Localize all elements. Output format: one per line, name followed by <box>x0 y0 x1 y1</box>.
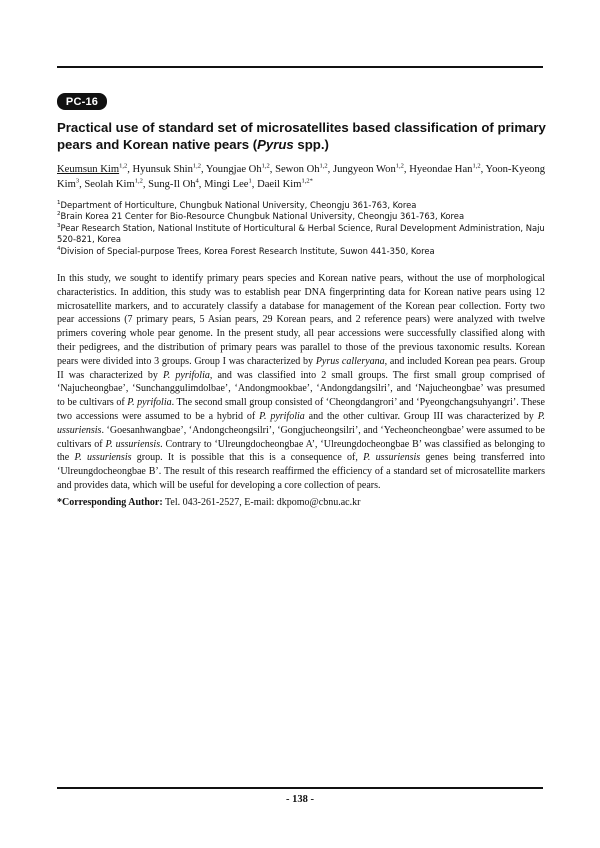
author <box>57 164 127 175</box>
affiliation-number: 2 <box>57 211 61 218</box>
author <box>275 164 328 175</box>
abstract-text: genes being transferred into ‘Ulreungdocheongbae B’. The result of this research reaffirmed the efficiency of a standard set of microsatellite markers and provides data, which will be useful for developing a core collection of pears. <box>57 452 545 491</box>
author-affiliation-mark: 1,2* <box>301 177 313 185</box>
author <box>133 164 201 175</box>
species-name: P. ussuriensis <box>363 452 421 464</box>
abstract-text: In this study, we sought to identify primary pears species and Korean native pears, without the use of morphological characteristics. In addition, this study was to establish pear DNA fingerprinting data for Korean native pears using 12 microsatellite markers, and to accurately classify a database for management of the Korean pear collection. Forty two pear accessions (7 primary pears, 5 Asian pears, 29 Korean pears, and 2 reference pears) were analyzed with twelve primers covering whole pear genome. In the present study, all pear accessions were successfully classified along with their pedigrees, and the distribution of primary pears was parallel to those of the previous taxonomic results. Korean pears were divided into 3 groups. Group I was characterized by <box>57 273 545 367</box>
abstract-text: , and included Korean pea pears. Group II was characterized by <box>57 355 546 381</box>
affiliation <box>57 211 547 222</box>
abstract-text: . ‘Goesanhwangbae’, ‘Andongcheongsilri’, ‘Gongjucheongsilri’, and ‘Yecheoncheongbae’ were assumed to be cultivars of <box>57 424 545 450</box>
author-name: Yoon-Kyeong Kim <box>57 164 546 190</box>
species-name: P. ussuriensis <box>57 410 546 436</box>
author-name: Daeil Kim <box>257 179 302 190</box>
affiliation-text: Pear Research Station, National Institute of Horticultural & Herbal Science, Rural Development Administration, Naju 520-821, Korea <box>57 222 545 245</box>
affiliation-number: 1 <box>57 200 61 207</box>
author <box>84 179 142 190</box>
corresponding-contact: Tel. 043-261-2527, E-mail: dkpomo@cbnu.ac.kr <box>162 497 361 508</box>
author <box>204 179 252 190</box>
title-suffix: spp.) <box>293 137 329 152</box>
author-affiliation-mark: 1,2 <box>192 162 201 170</box>
author-affiliation-mark: 1,2 <box>319 162 328 170</box>
abstract-text: . The second small group consisted of ‘Cheongdangrori’ and ‘Pyeongchangsuhyangri’. These two accessions were assumed to be a hybrid of <box>57 397 545 422</box>
author <box>206 164 270 175</box>
session-badge: PC-16 <box>57 93 107 110</box>
species-name: Pyrus calleryana <box>315 355 385 367</box>
author-affiliation-mark: 1,2 <box>134 177 143 185</box>
top-rule <box>57 66 543 68</box>
affiliation-number: 4 <box>57 245 61 252</box>
author-name: Sewon Oh <box>275 164 320 175</box>
author-affiliation-mark: 1,2 <box>119 162 128 170</box>
author-name: Jungyeon Won <box>332 164 396 175</box>
affiliation-number: 3 <box>57 223 61 230</box>
abstract-text: . Contrary to ‘Ulreungdocheongbae A’, ‘Ulreungdocheongbae B’ was classified as belonging to the <box>57 438 545 464</box>
abstract-text: and the other cultivar. Group III was characterized by <box>304 410 538 422</box>
author-name: Mingi Lee <box>204 179 249 190</box>
abstract-text: group. It is possible that this is a consequence of, <box>131 452 364 464</box>
species-name: P. pyrifolia <box>127 397 172 409</box>
abstract-body <box>57 272 545 493</box>
author-name: Keumsun Kim <box>57 164 120 175</box>
affiliation-text: Department of Horticulture, Chungbuk National University, Cheongju 361-763, Korea <box>60 200 417 210</box>
species-name: P. ussuriensis <box>105 438 161 450</box>
author <box>257 179 313 190</box>
affiliations <box>57 200 547 257</box>
author-name: Hyeondae Han <box>409 164 473 175</box>
affiliation-text: Division of Special-purpose Trees, Korea Forest Research Institute, Suwon 441-350, Korea <box>60 245 435 256</box>
author-list: Keumsun Kim$^{1,2}$, Hyunsuk Shin$^{1,2}$, Youngjae Oh$^{1,2}$, Sewon Oh$^{1,2}$, Jungyeon Won$^{1,2}$, Hyeondae Han$^{1,2}$, Yoon-Kyeong Kim$^3$, Seolah Kim$^{1,2}$, Sung-Il Oh$^4$, Mingi Lee$^1$, Daeil Kim$^{1,2*}$ <box>57 162 546 190</box>
bottom-rule <box>57 787 543 789</box>
species-name: P. ussuriensis <box>74 452 132 464</box>
affiliation <box>57 223 547 246</box>
page-number: - 138 - <box>286 794 314 805</box>
species-name: P. pyrifolia <box>259 410 305 422</box>
affiliation-text: Brain Korea 21 Center for Bio-Resource Chungbuk National University, Cheongju 361-763, Korea <box>60 211 465 222</box>
author <box>409 164 480 175</box>
author-name: Youngjae Oh <box>205 164 262 175</box>
author-name: Sung-Il Oh <box>148 179 196 190</box>
author-affiliation-mark: 1,2 <box>261 162 270 170</box>
author-affiliation-mark: 1,2 <box>395 162 404 170</box>
author-affiliation-mark: 3 <box>75 177 80 185</box>
author <box>148 179 199 190</box>
author-affiliation-mark: 1 <box>248 177 252 185</box>
affiliation <box>57 200 547 211</box>
author <box>333 164 404 175</box>
paper-title <box>57 119 547 153</box>
corresponding-label: *Corresponding Author: <box>57 497 163 508</box>
corresponding-author <box>57 496 545 510</box>
species-name: P. pyrifolia <box>162 369 210 381</box>
author-affiliation-mark: 4 <box>195 177 199 185</box>
affiliation <box>57 246 547 257</box>
title-text: Practical use of standard set of microsatellites based classification of primary pears and Korean native pears ( <box>57 120 546 152</box>
author-affiliation-mark: 1,2 <box>472 162 481 170</box>
author-name: Hyunsuk Shin <box>132 164 193 175</box>
author-name: Seolah Kim <box>84 179 135 190</box>
abstract-text: , and was classified into 2 small groups. The first small group comprised of ‘Najucheongbae’, ‘Sunchanggulimdolbae’, ‘Andongmookbae’, ‘Andongdangsilri’, and ‘Najucheongbae’ was presumed to be cultivars of <box>57 369 546 409</box>
title-genus: Pyrus <box>257 137 294 152</box>
